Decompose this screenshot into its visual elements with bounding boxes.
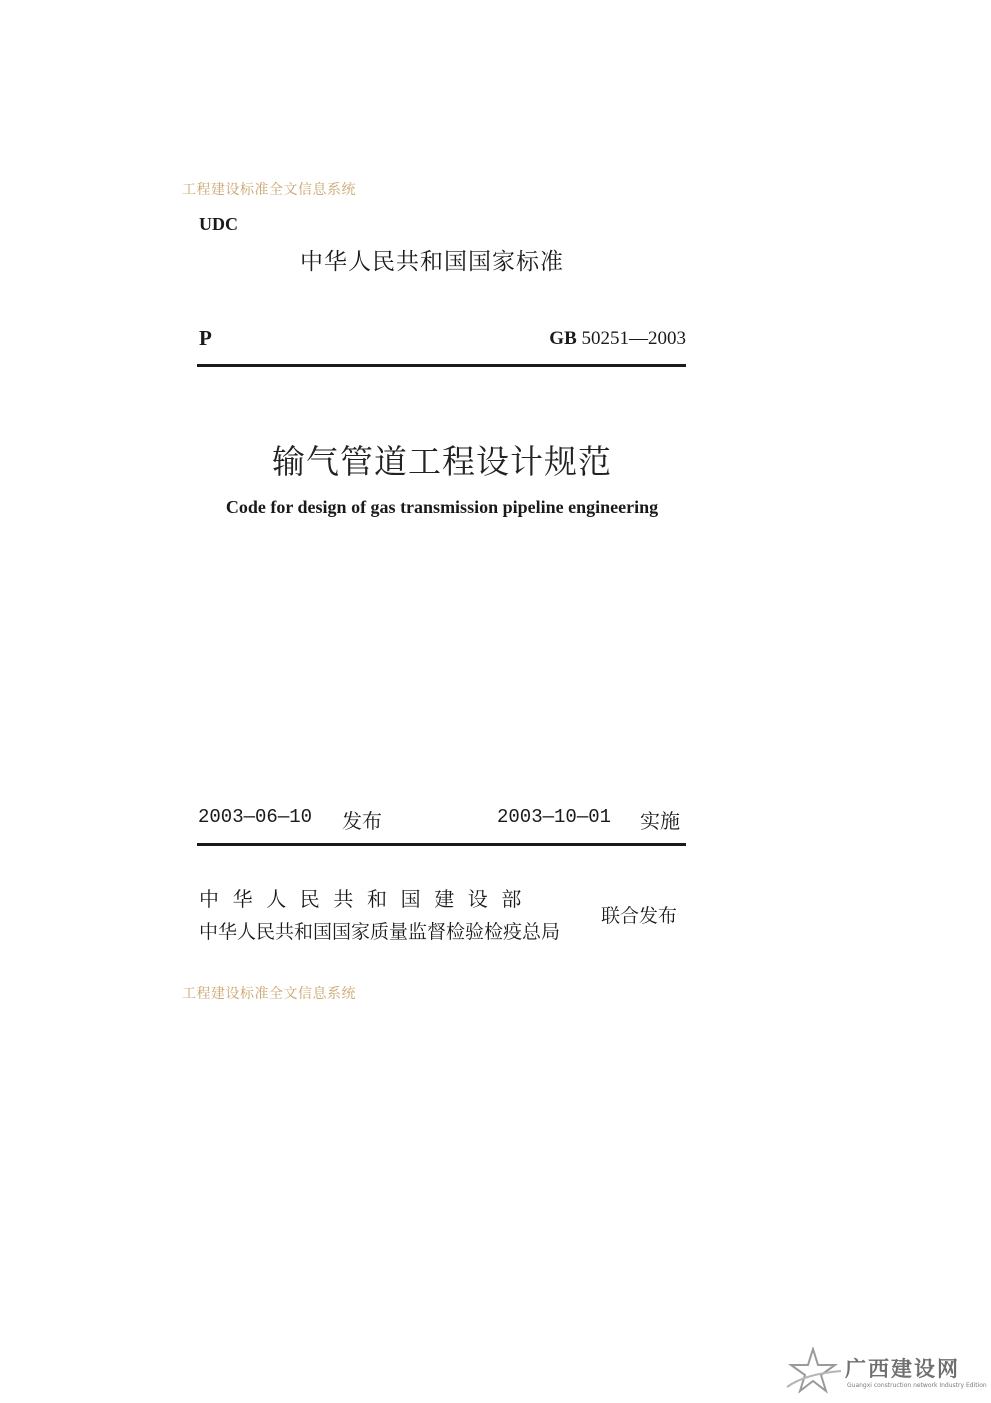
implementation-label: 实施 [640,809,680,833]
standard-number [549,328,686,350]
header-divider [197,364,686,367]
watermark-text-top: 工程建设标准全文信息系统 [182,182,356,198]
issue-label: 发布 [342,809,382,833]
logo-subtitle: Guangxi construction network Industry Edition [847,1382,987,1389]
category-code: P [199,326,212,350]
issue-date: 2003—06—10 [198,806,313,828]
watermark-text-bottom: 工程建设标准全文信息系统 [182,986,356,1002]
site-logo [783,1347,987,1395]
dates-divider [197,843,686,846]
joint-issue-label: 联合发布 [601,905,678,927]
national-standard-heading: 中华人民共和国国家标准 [300,249,564,275]
standard-prefix: GB [549,328,577,349]
star-icon [783,1347,843,1395]
logo-name: 广西建设网 [845,1356,960,1381]
udc-label: UDC [199,214,238,234]
issuer-ministry: 中华人民共和国建设部 [199,887,535,911]
issuer-aqsiq: 中华人民共和国国家质量监督检验检疫总局 [199,921,561,943]
implementation-date: 2003—10—01 [497,806,612,828]
standard-code: 50251—2003 [576,328,686,349]
document-title-english: Code for design of gas transmission pipeline engineering [225,497,659,517]
document-title-chinese: 输气管道工程设计规范 [272,442,612,481]
